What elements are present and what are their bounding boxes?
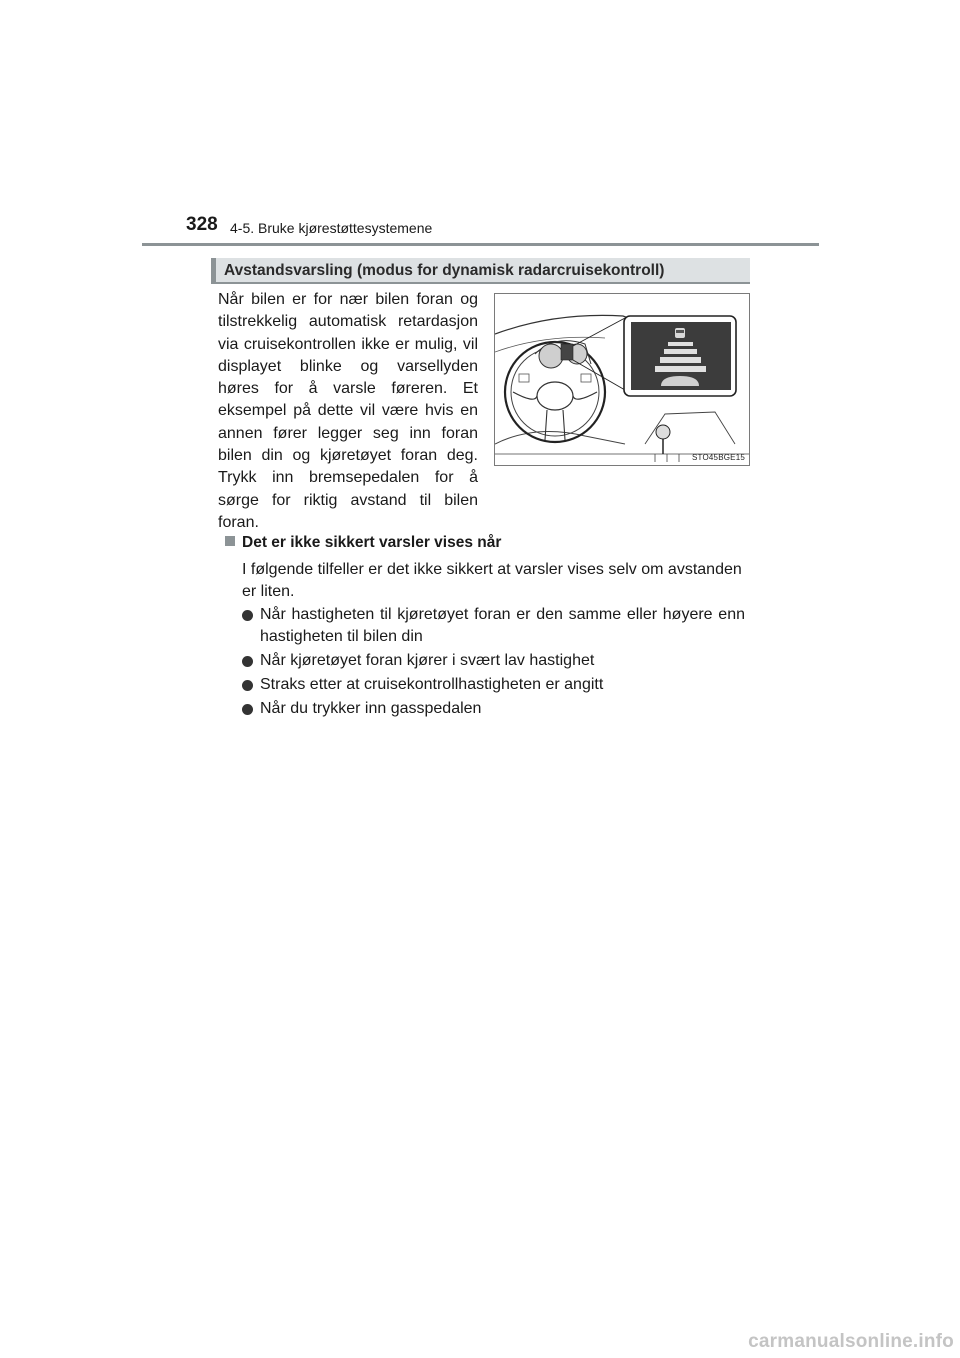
list-item-text: Når du trykker inn gasspedalen	[260, 699, 482, 717]
header-rule	[142, 243, 819, 246]
chapter-title: 4-5. Bruke kjørestøttesystemene	[230, 220, 433, 236]
list-item	[242, 650, 745, 672]
list-item	[242, 604, 745, 649]
list-item-text: Straks etter at cruisekontrollhastigheten er angitt	[260, 675, 604, 693]
page-number: 328	[186, 214, 218, 235]
section-title: Avstandsvarsling (modus for dynamisk radarcruisekontroll)	[224, 262, 665, 279]
bullet-dot-icon	[242, 680, 253, 691]
subsection-heading-text: Det er ikke sikkert varsler vises når	[242, 534, 502, 551]
list-item	[242, 698, 745, 720]
dashboard-drawing	[495, 294, 750, 466]
bullet-dot-icon	[242, 704, 253, 715]
section-accent	[211, 258, 216, 282]
section-heading-bar	[211, 258, 750, 284]
subsection-text: I følgende tilfeller er det ikke sikkert at varsler vises selv om avstanden er liten.	[242, 561, 742, 601]
bullet-dot-icon	[242, 656, 253, 667]
figure-code: STO45BGE15	[692, 453, 745, 462]
condition-list	[242, 604, 745, 721]
list-item-text: Når hastigheten til kjøretøyet foran er den samme eller høyere enn hastigheten til bilen din	[260, 606, 745, 646]
bullet-dot-icon	[242, 610, 253, 621]
dashboard-illustration	[494, 293, 750, 466]
subsection-heading	[225, 534, 501, 552]
list-item-text: Når kjøretøyet foran kjører i svært lav hastighet	[260, 652, 595, 670]
watermark: carmanualsonline.info	[748, 1331, 954, 1352]
intro-paragraph: Når bilen er for nær bilen foran og tilstrekkelig automatisk retardasjon via cruisekontrollen ikke er mulig, vil displayet blinke og varsellyden høres for å varsle føreren. Et eksempel på dette vil være hvis en annen fører legger seg inn foran bilen din og kjøretøyet foran deg. Trykk inn bremsepedalen for å sørge for riktig avstand til bilen foran.	[218, 291, 478, 531]
list-item	[242, 674, 745, 696]
square-bullet-icon	[225, 536, 235, 546]
